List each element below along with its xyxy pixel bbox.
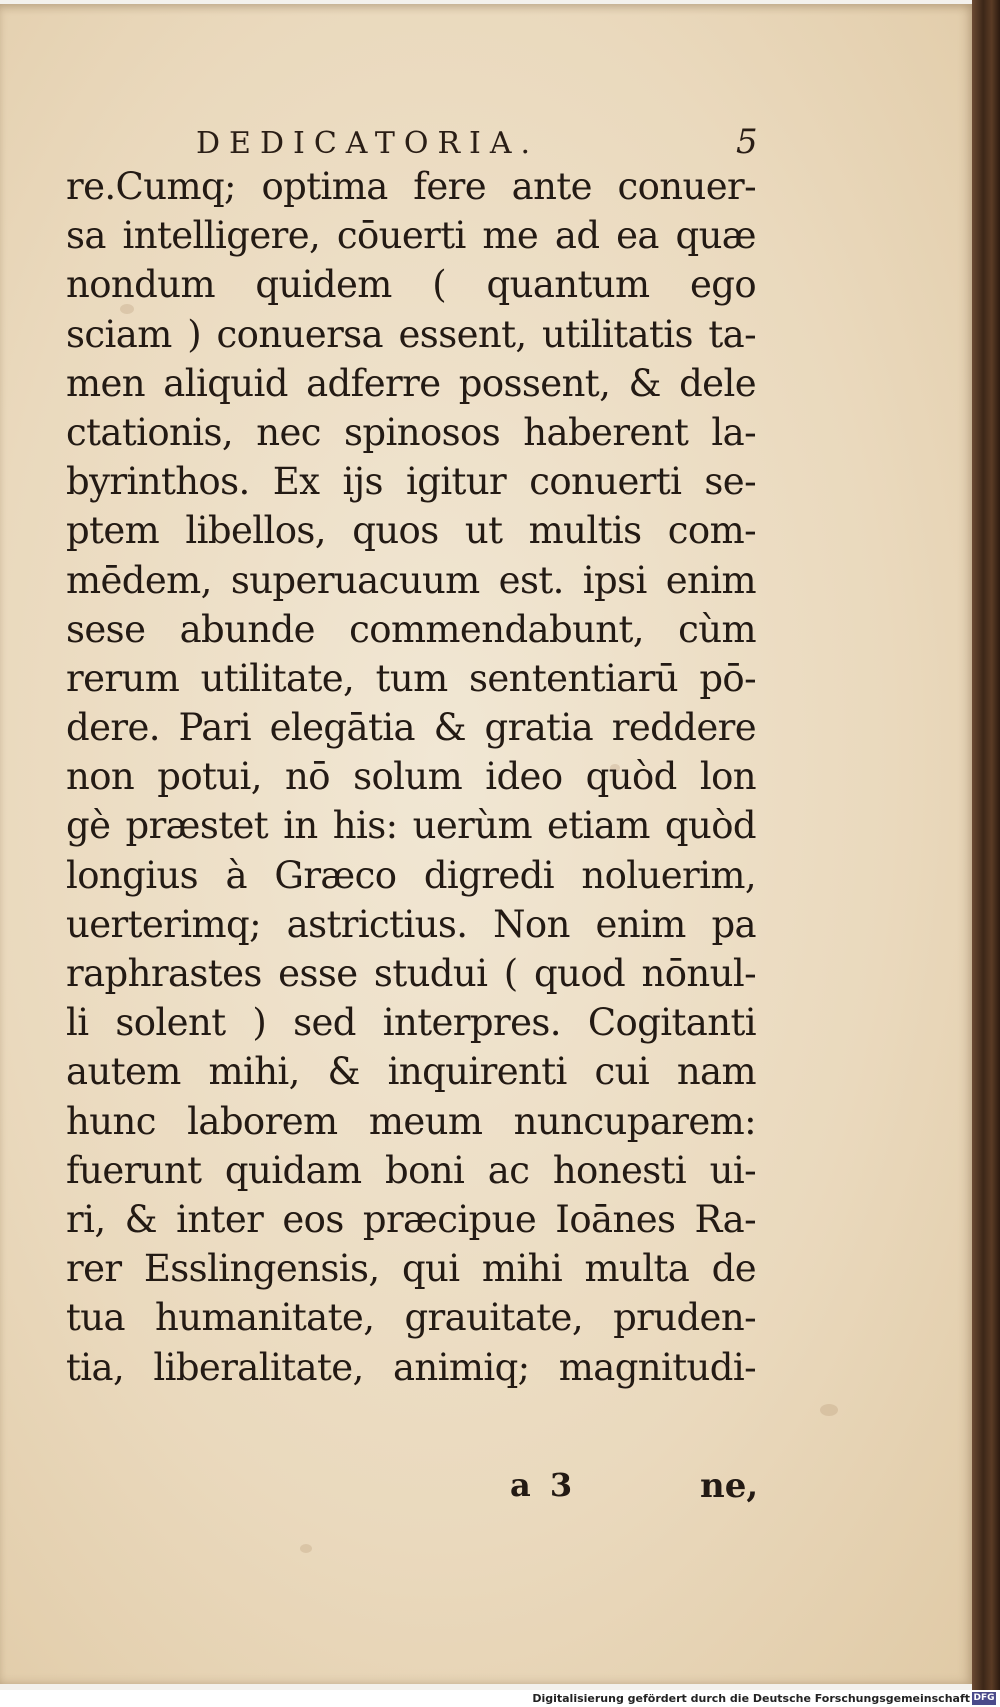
running-title: DEDICATORIA. — [196, 126, 540, 161]
text-line: dere. Pari elegātia & gratia reddere — [66, 706, 756, 750]
text-line: longius à Græco digredi noluerim, — [66, 853, 756, 897]
text-line: ptem libellos, quos ut multis com- — [66, 509, 756, 553]
text-line: rer Esslingensis, qui mihi multa de — [66, 1247, 756, 1291]
dfg-logo-icon: DFG — [973, 1693, 995, 1703]
digitization-footer — [0, 1690, 1000, 1707]
text-line: non potui, nō solum ideo quòd lon — [66, 755, 756, 799]
text-line: sese abunde commendabunt, cùm — [66, 607, 756, 651]
text-line: autem mihi, & inquirenti cui nam — [66, 1050, 756, 1094]
book-page — [0, 4, 974, 1684]
text-line: gè præstet in his: uerùm etiam quòd — [66, 804, 756, 848]
text-line: re.Cumq; optima fere ante conuer- — [66, 165, 756, 208]
text-line: nondum quidem ( quantum ego — [66, 263, 756, 307]
text-line: mēdem, superuacuum est. ipsi enim — [66, 558, 756, 602]
text-line: hunc laborem meum nuncuparem: — [66, 1099, 756, 1143]
catchword: ne, — [700, 1466, 759, 1506]
funding-credit: Digitalisierung gefördert durch die Deutsche Forschungsgemeinschaft — [532, 1692, 970, 1705]
text-line: sciam ) conuersa essent, utilitatis ta- — [66, 312, 756, 356]
text-block — [66, 162, 756, 1392]
text-line: tia, liberalitate, animiq; magnitudi- — [66, 1345, 756, 1389]
text-line: uerterimq; astrictius. Non enim pa — [66, 902, 756, 946]
page-number: 5 — [736, 122, 758, 162]
text-line: ctationis, nec spinosos haberent la- — [66, 410, 756, 454]
text-line: raphrastes esse studui ( quod nōnul- — [66, 952, 756, 995]
text-line: rerum utilitate, tum sententiarū pō- — [66, 656, 756, 700]
signature-mark: a 3 — [510, 1466, 577, 1504]
text-line: byrinthos. Ex ijs igitur conuerti se- — [66, 460, 756, 504]
text-line: ri, & inter eos præcipue Ioānes Ra- — [66, 1197, 756, 1241]
text-line: fuerunt quidam boni ac honesti ui- — [66, 1148, 756, 1192]
text-line: men aliquid adferre possent, & dele — [66, 361, 756, 405]
book-binding-edge — [972, 0, 1000, 1690]
text-line: li solent ) sed interpres. Cogitanti — [66, 1001, 756, 1045]
text-line: tua humanitate, grauitate, pruden- — [66, 1296, 756, 1340]
text-line: sa intelligere, cōuerti me ad ea quæ — [66, 214, 756, 258]
